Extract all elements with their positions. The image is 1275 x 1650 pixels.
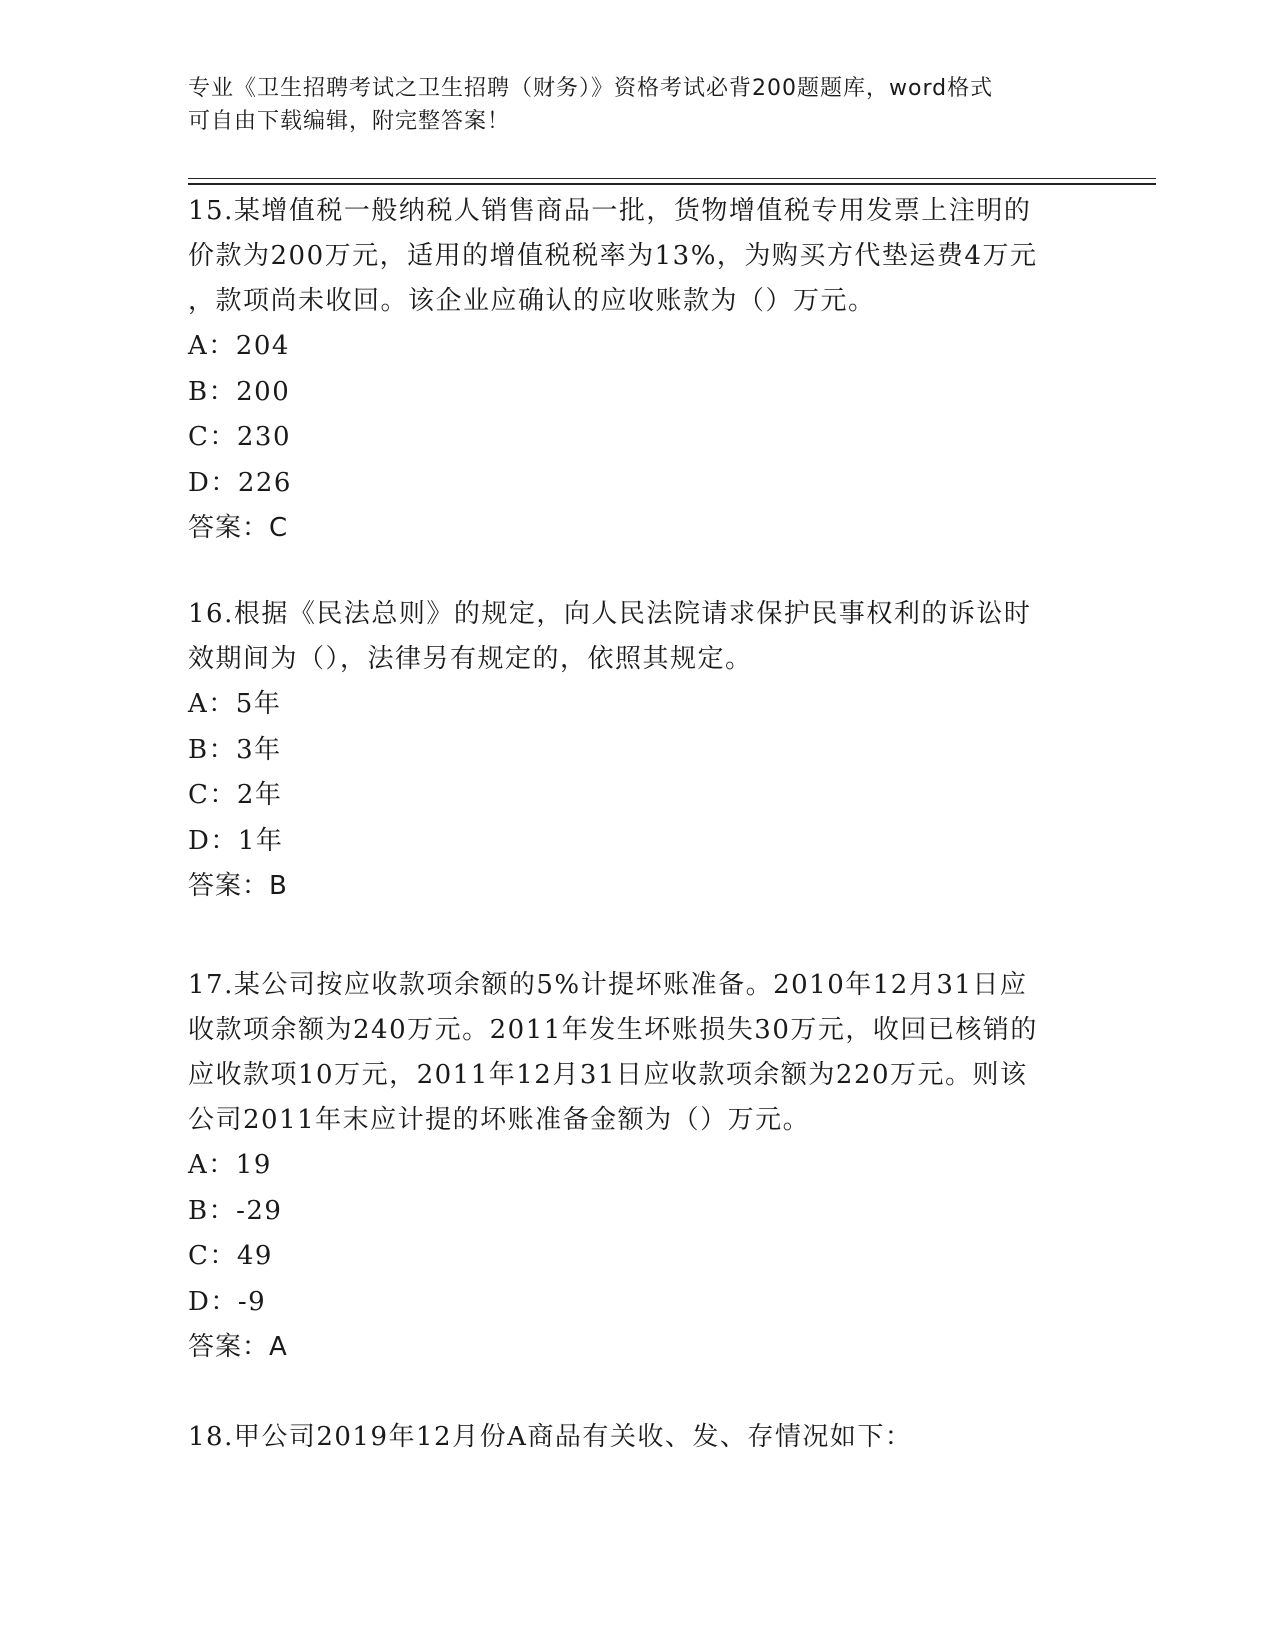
question-line: 效期间为（），法律另有规定的，依照其规定。	[188, 644, 753, 674]
option-a: A：19	[188, 1150, 272, 1180]
option-d: D：-9	[188, 1286, 267, 1317]
document-header	[188, 72, 1088, 138]
question-line: 17.某公司按应收款项余额的5%计提坏账准备。2010年12月31日应	[188, 970, 1028, 1000]
question-line: 价款为200万元，适用的增值税税率为13%，为购买方代垫运费4万元	[188, 241, 1038, 271]
option-d: D：1年	[188, 825, 284, 856]
option-b: B：200	[188, 376, 291, 407]
question-17	[188, 963, 1088, 1370]
option-d: D：226	[188, 467, 292, 498]
question-15	[188, 189, 1088, 551]
question-line: 16.根据《民法总则》的规定，向人民法院请求保护民事权利的诉讼时	[188, 599, 1032, 629]
header-divider-thin	[188, 178, 1156, 179]
header-title-line-1: 专业《卫生招聘考试之卫生招聘（财务）》资格考试必背200题题库，word格式	[188, 76, 994, 101]
option-b: B：3年	[188, 734, 282, 765]
option-b: B：-29	[188, 1195, 283, 1226]
question-stem	[188, 592, 1088, 682]
question-line: 收款项余额为240万元。2011年发生坏账损失30万元，收回已核销的	[188, 1015, 1038, 1045]
question-line: ，款项尚未收回。该企业应确认的应收账款为（）万元。	[188, 286, 876, 316]
answer-key: 答案：C	[188, 513, 289, 543]
option-c: C：2年	[188, 780, 283, 810]
option-a: A：204	[188, 331, 290, 361]
option-a: A：5年	[188, 689, 282, 719]
question-line: 18.甲公司2019年12月份A商品有关收、发、存情况如下：	[188, 1422, 913, 1452]
question-stem	[188, 189, 1088, 324]
question-18	[188, 1415, 1088, 1460]
answer-key: 答案：B	[188, 871, 288, 901]
question-stem	[188, 963, 1088, 1143]
option-c: C：230	[188, 422, 292, 452]
question-16	[188, 592, 1088, 909]
question-line: 应收款项10万元，2011年12月31日应收款项余额为220万元。则该	[188, 1060, 1028, 1090]
question-line: 15.某增值税一般纳税人销售商品一批，货物增值税专用发票上注明的	[188, 196, 1032, 226]
question-stem	[188, 1415, 1088, 1460]
header-divider-thick	[188, 183, 1156, 185]
answer-key: 答案：A	[188, 1332, 288, 1362]
question-line: 公司2011年末应计提的坏账准备金额为（）万元。	[188, 1105, 811, 1135]
header-title-line-2: 可自由下载编辑，附完整答案！	[188, 109, 511, 134]
option-c: C：49	[188, 1241, 273, 1271]
